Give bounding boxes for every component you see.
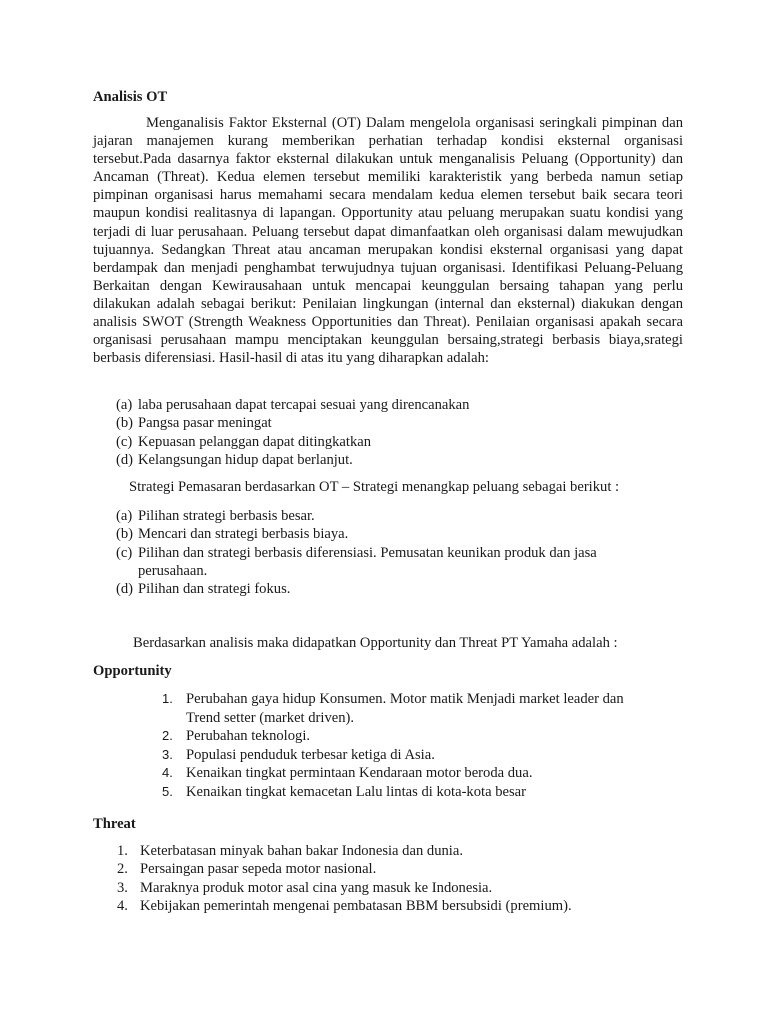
strategies-list [116, 507, 676, 598]
list-item [162, 727, 682, 746]
list-marker: (d) [116, 581, 134, 598]
list-item-text: Kenaikan tingkat kemacetan Lalu lintas di kota-kota besar [186, 783, 526, 800]
list-item [162, 690, 682, 727]
list-marker: (a) [116, 397, 133, 413]
list-item [116, 580, 676, 598]
list-marker: 4. [162, 765, 173, 780]
list-item [116, 396, 676, 414]
list-item-text: Populasi penduduk terbesar ketiga di Asia. [186, 746, 435, 763]
list-item-text: Keterbatasan minyak bahan bakar Indonesia dan dunia. [140, 843, 463, 859]
list-marker: (a) [116, 508, 133, 524]
list-marker: 4. [117, 897, 128, 914]
list-item [116, 544, 676, 581]
list-marker: 3. [162, 746, 173, 762]
list-item-text: Kenaikan tingkat permintaan Kendaraan motor beroda dua. [186, 765, 533, 781]
list-item-text: Mencari dan strategi berbasis biaya. [138, 526, 349, 543]
list-item [117, 879, 677, 897]
list-item-text: Kebijakan pemerintah mengenai pembatasan BBM bersubsidi (premium). [140, 897, 572, 914]
list-marker: 1. [117, 843, 128, 859]
list-marker: 1. [162, 691, 173, 706]
expected-results-list [116, 396, 676, 469]
list-item-text: Pangsa pasar meningat [138, 415, 272, 432]
list-item-text: Kelangsungan hidup dapat berlanjut. [138, 451, 353, 468]
list-item-text: Perubahan gaya hidup Konsumen. Motor matik Menjadi market leader dan Trend setter (market driven). [186, 691, 624, 726]
list-item-text: Pilihan dan strategi berbasis diferensiasi. Pemusatan keunikan produk dan jasa perusahaan. [138, 544, 597, 579]
list-marker: 2. [117, 861, 128, 878]
intro-paragraph: Menganalisis Faktor Eksternal (OT) Dalam mengelola organisasi seringkali pimpinan dan jajaran manajemen kurang memberikan perhatian terhadap kondisi eksternal organisasi tersebut.Pada dasarnya faktor eksternal dilakukan untuk menganalisis Peluang (Opportunity) dan Ancaman (Threat). Kedua elemen tersebut memiliki karakteristik yang berbeda namun setiap pimpinan organisasi harus memahami secara mendalam kedua elemen tersebut baik secara teori maupun kondisi realitasnya di lapangan. Opportunity atau peluang merupakan suatu kondisi yang terjadi di luar perusahaan. Peluang tersebut dapat dimanfaatkan oleh organisasi dalam mewujudkan tujuannya. Sedangkan Threat atau ancaman merupakan kondisi eksternal organisasi yang dapat berdampak dan menjadi penghambat terwujudnya tujuan organisasi. Identifikasi Peluang-Peluang Berkaitan dengan Kewirausahaan untuk mencapai keunggulan bersaing tahapan yang perlu dilakukan adalah sebagai berikut: Penilaian lingkungan (internal dan eksternal) diakukan dengan analisis SWOT (Strength Weakness Opportunities dan Threat). Penilaian organisasi apakah secara organisasi perusahaan mampu menciptakan keunggulan bersaing,strategi berbasis biaya,srategi berbasis diferensiasi. Hasil-hasil di atas itu yang diharapkan adalah: [93, 115, 683, 367]
opportunity-list [162, 690, 682, 801]
list-item [117, 860, 677, 878]
list-item-text: Perubahan teknologi. [186, 728, 311, 744]
list-item [162, 746, 682, 765]
threat-list [117, 842, 677, 915]
list-item [116, 414, 676, 432]
list-marker: 2. [162, 728, 173, 743]
list-item-text: Maraknya produk motor asal cina yang masuk ke Indonesia. [140, 879, 493, 896]
list-marker: 5. [162, 783, 173, 799]
list-item [116, 451, 676, 469]
list-marker: (b) [116, 415, 134, 432]
list-marker: (b) [116, 526, 134, 543]
list-item-text: Kepuasan pelanggan dapat ditingkatkan [138, 433, 372, 450]
list-item [162, 764, 682, 783]
strategy-intro: Strategi Pemasaran berdasarkan OT – Strategi menangkap peluang sebagai berikut : [129, 479, 620, 495]
list-item-text: laba perusahaan dapat tercapai sesuai yang direncanakan [138, 397, 470, 413]
list-item [116, 433, 676, 451]
list-marker: (c) [116, 544, 133, 561]
list-item-text: Pilihan strategi berbasis besar. [138, 508, 315, 524]
list-marker: (c) [116, 433, 133, 450]
list-item-text: Pilihan dan strategi fokus. [138, 581, 291, 598]
list-marker: 3. [117, 879, 128, 896]
list-item [117, 897, 677, 915]
opportunity-heading: Opportunity [93, 663, 172, 679]
list-item-text: Persaingan pasar sepeda motor nasional. [140, 861, 377, 878]
list-marker: (d) [116, 451, 134, 468]
analysis-intro: Berdasarkan analisis maka didapatkan Opportunity dan Threat PT Yamaha adalah : [133, 635, 618, 651]
threat-heading: Threat [93, 816, 136, 832]
list-item [117, 842, 677, 860]
list-item [116, 507, 676, 525]
list-item [116, 525, 676, 543]
list-item [162, 783, 682, 802]
page-title: Analisis OT [93, 89, 168, 105]
